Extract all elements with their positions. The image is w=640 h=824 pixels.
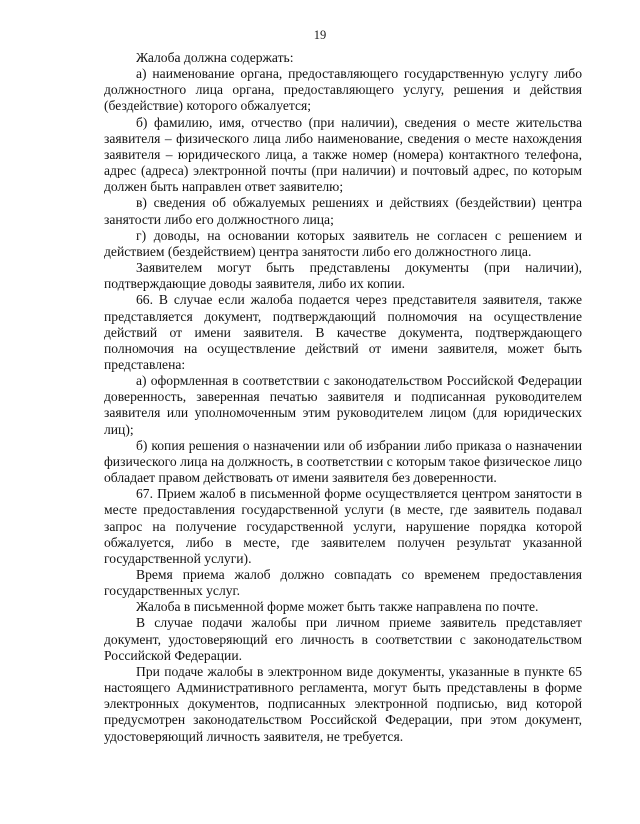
paragraph: Жалоба должна содержать: [136,50,294,65]
paragraph: б) фамилию, имя, отчество (при наличии), сведения о месте жительства заявителя – физического лица либо наименование, сведения о месте нахождения заявителя – юридического лица, а также номер (номера) контактного телефона, адрес (адреса) электронной почты (при наличии) и почтовый адрес, по которым должен быть направлен ответ заявителю; [104,114,582,195]
paragraph: Время приема жалоб должно совпадать со временем предоставления государственных услуг. [104,567,582,599]
page-number: 19 [313,28,327,42]
paragraph: а) наименование органа, предоставляющего государственную услугу либо должностного лица органа, предоставляющего услугу, решения и действия (бездействие) которого обжалуется; [104,66,582,114]
paragraph: Заявителем могут быть представлены документы (при наличии), подтверждающие доводы заявителя, либо их копии. [104,260,582,292]
paragraph: 67. Прием жалоб в письменной форме осуществляется центром занятости в месте предоставления государственной услуги (в месте, где заявитель подавал запрос на получение государственной услуги, нарушение порядка которой обжалуется, либо в месте, где заявителем получен результат указанной государственной услуги). [104,486,582,566]
paragraph: б) копия решения о назначении или об избрании либо приказа о назначении физического лица на должность, в соответствии с которым такое физическое лицо обладает правом действовать от имени заявителя без доверенности. [104,437,583,486]
paragraph: При подаче жалобы в электронном виде документы, указанные в пункте 65 настоящего Административного регламента, могут быть представлены в форме электронных документов, подписанных электронной подписью, вид которой предусмотрен законодательством Российской Федерации, при этом документ, удостоверяющий личность заявителя, не требуется. [104,663,582,744]
paragraph: 66. В случае если жалоба подается через представителя заявителя, также представляется документ, подтверждающий полномочия на осуществление действий от имени заявителя. В качестве документа, подтверждающего полномочия на осуществление действий от имени заявителя, может быть представлена: [104,292,582,372]
paragraph: Жалоба в письменной форме может быть также направлена по почте. [136,599,539,615]
paragraph: а) оформленная в соответствии с законодательством Российской Федерации доверенность, заверенная печатью заявителя и подписанная руководителем заявителя или уполномоченным этим руководителем лицом (для юридических лиц); [104,373,582,437]
paragraph: в) сведения об обжалуемых решениях и действиях (бездействии) центра занятости либо его должностного лица; [104,195,582,227]
paragraph: г) доводы, на основании которых заявитель не согласен с решением и действием (бездействием) центра занятости либо его должностного лица. [104,227,582,259]
document-body [104,50,582,745]
paragraph: В случае подачи жалобы при личном приеме заявитель представляет документ, удостоверяющий его личность в соответствии с законодательством Российской Федерации. [104,615,582,663]
